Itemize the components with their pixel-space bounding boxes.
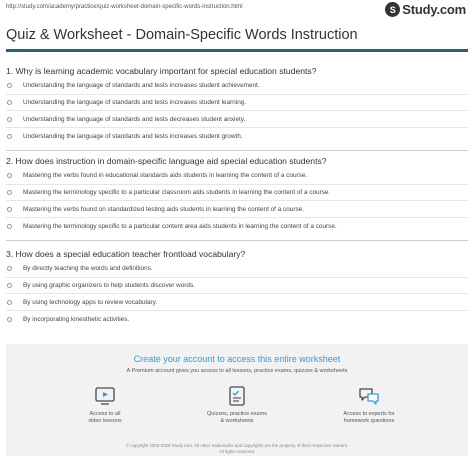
answer-option[interactable]	[6, 128, 468, 145]
radio-icon[interactable]	[7, 117, 12, 122]
radio-icon[interactable]	[7, 207, 12, 212]
question-divider	[6, 150, 468, 151]
copyright-footnote: © copyright 2003-2020 Study.com. All other trademarks and copyrights are the property of their respective owners. All rights reserved.	[125, 443, 349, 454]
experts-icon	[357, 384, 381, 408]
quizzes-icon	[225, 384, 249, 408]
answer-option[interactable]	[6, 278, 468, 295]
answer-option-text: Understanding the language of standards and tests increases student learning.	[23, 99, 247, 107]
promo-subtitle: A Premium account gives you access to all lessons, practice exams, quizzes & worksheets	[126, 368, 348, 374]
feature-text: Access to all video lessons	[88, 411, 122, 424]
study-logo-text: Study.com	[402, 2, 466, 17]
answer-option-text: By using graphic organizers to help students discover words.	[23, 282, 195, 290]
answer-option[interactable]	[6, 311, 468, 328]
question-divider	[6, 240, 468, 241]
answer-option-text: Mastering the verbs found on standardized testing aids students in learning the content of a course.	[23, 205, 305, 213]
radio-icon[interactable]	[7, 173, 12, 178]
answer-option[interactable]	[6, 201, 468, 218]
title-divider	[6, 49, 468, 52]
feature-quizzes	[191, 384, 283, 425]
answer-option[interactable]	[6, 111, 468, 128]
feature-text: Access to experts for homework questions	[343, 411, 395, 424]
question-text: 3. How does a special education teacher frontload vocabulary?	[6, 249, 246, 259]
answer-option[interactable]	[6, 95, 468, 112]
question-3	[6, 249, 468, 328]
answer-option-text: Understanding the language of standards and tests increases student growth.	[23, 132, 243, 140]
answer-option[interactable]	[6, 168, 468, 185]
answer-option-text: By directly teaching the words and definitions.	[23, 265, 153, 273]
radio-icon[interactable]	[7, 266, 12, 271]
feature-list	[6, 384, 468, 425]
question-text: 2. How does instruction in domain-specific language aid special education students?	[6, 156, 327, 166]
feature-text: Quizzes, practice exams & worksheets	[207, 411, 267, 424]
radio-icon[interactable]	[7, 283, 12, 288]
answer-option-text: Mastering the terminology specific to a particular classroom aids students in learning the content of a course.	[23, 189, 331, 197]
answer-option-text: By incorporating kinesthetic activities.	[23, 315, 130, 323]
video-lessons-icon	[93, 384, 117, 408]
page-title: Quiz & Worksheet - Domain-Specific Words Instruction	[6, 27, 358, 43]
header-bar	[0, 0, 474, 20]
radio-icon[interactable]	[7, 317, 12, 322]
answer-option[interactable]	[6, 261, 468, 278]
radio-icon[interactable]	[7, 300, 12, 305]
question-1	[6, 66, 468, 145]
page-url: http://study.com/academy/practice/quiz-worksheet-domain-specific-words-instruction.html	[6, 4, 243, 10]
answer-option[interactable]	[6, 185, 468, 202]
study-logo-icon: S	[385, 2, 400, 17]
radio-icon[interactable]	[7, 134, 12, 139]
feature-video-lessons	[59, 384, 151, 425]
answer-option-text: Understanding the language of standards and tests increases student achievement.	[23, 82, 260, 90]
radio-icon[interactable]	[7, 100, 12, 105]
answer-option-text: By using technology apps to review vocabulary.	[23, 298, 158, 306]
answer-option-text: Mastering the terminology specific to a particular content area aids students in learning the content of a course.	[23, 222, 337, 230]
radio-icon[interactable]	[7, 190, 12, 195]
promo-title[interactable]: Create your account to access this entire worksheet	[133, 354, 341, 364]
radio-icon[interactable]	[7, 224, 12, 229]
question-text: 1. Why is learning academic vocabulary important for special education students?	[6, 66, 317, 76]
question-2	[6, 156, 468, 235]
study-logo[interactable]	[385, 2, 466, 17]
answer-option[interactable]	[6, 78, 468, 95]
answer-option[interactable]	[6, 218, 468, 235]
premium-promo	[6, 344, 468, 456]
feature-experts	[323, 384, 415, 425]
answer-option[interactable]	[6, 294, 468, 311]
answer-option-text: Mastering the verbs found in educational standards aids students in learning the content of a course.	[23, 172, 308, 180]
answer-option-text: Understanding the language of standards and tests decreases student anxiety.	[23, 115, 246, 123]
radio-icon[interactable]	[7, 83, 12, 88]
